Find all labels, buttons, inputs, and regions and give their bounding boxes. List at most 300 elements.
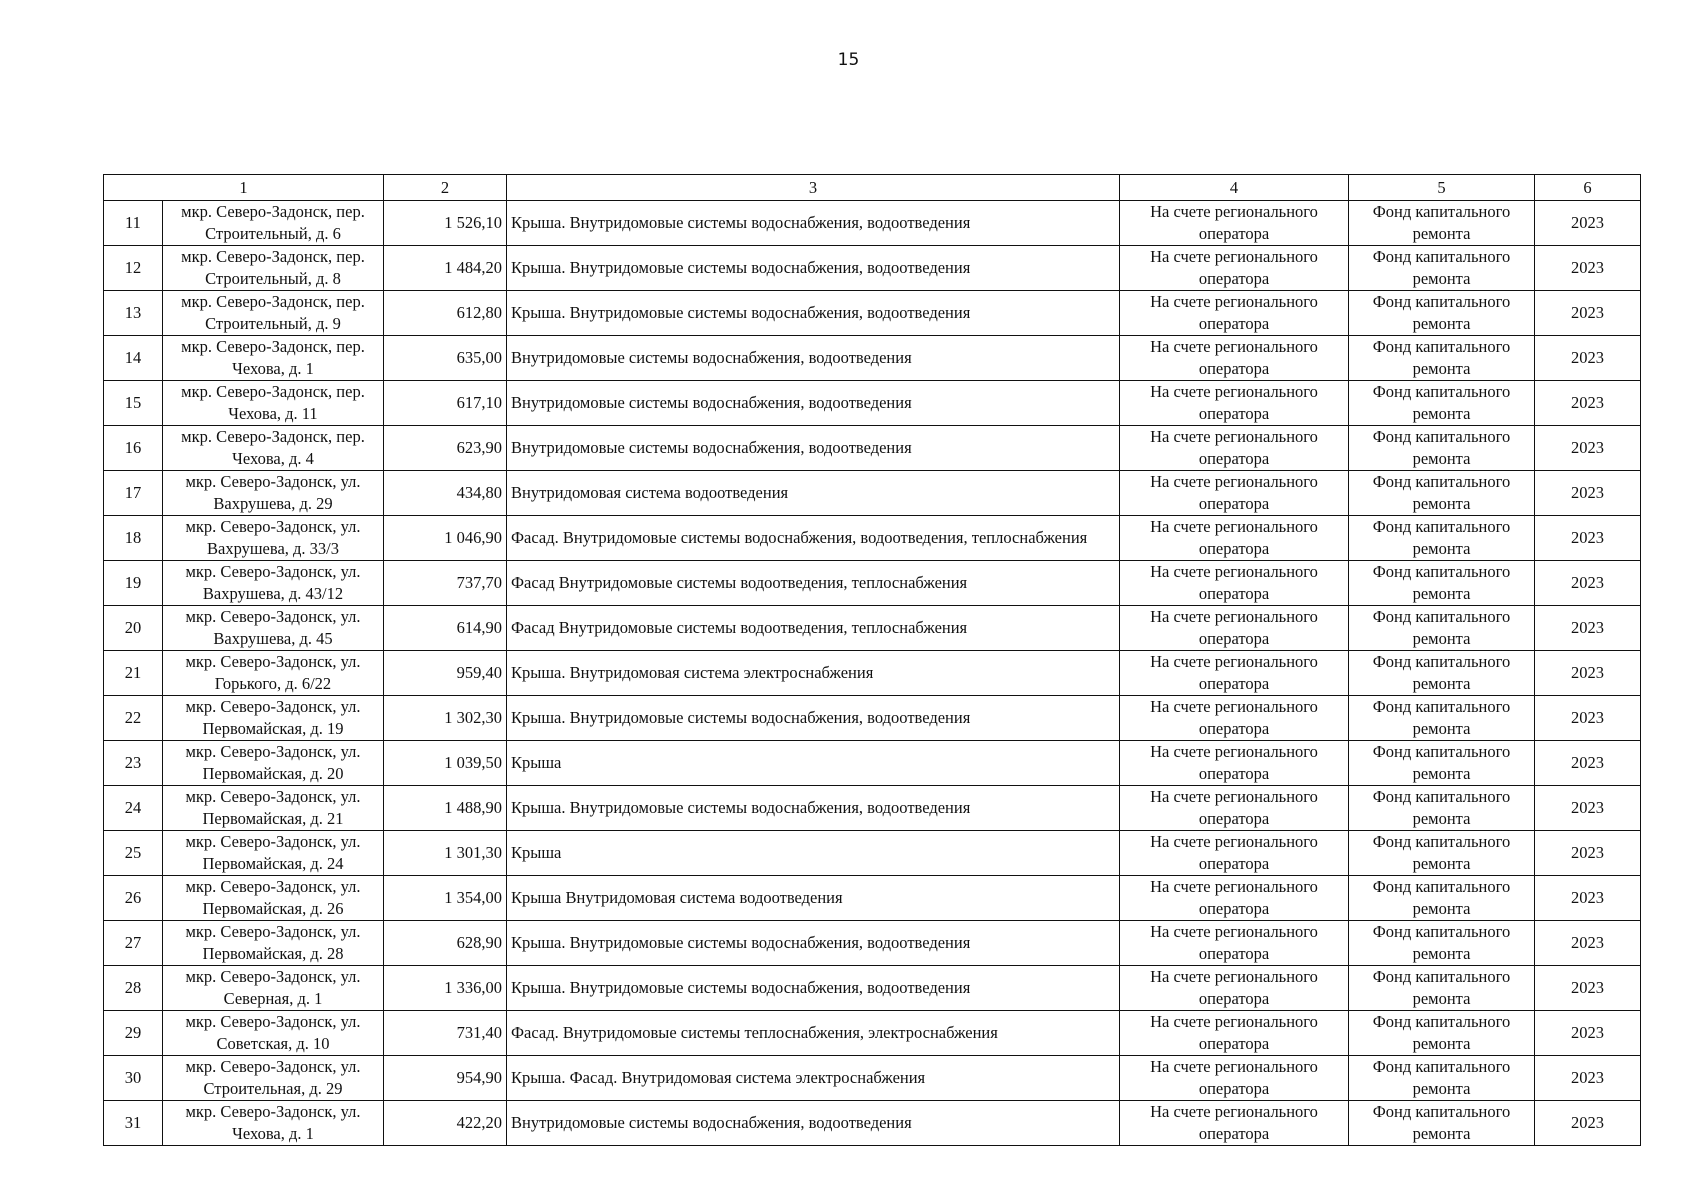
table-row [104,426,1641,471]
area-cell [384,561,507,606]
form-cell [1349,201,1535,246]
year-cell [1535,696,1641,741]
fund-cell [1120,201,1349,246]
fund-line-2: оператора [1198,719,1270,738]
fund-line-2: оператора [1198,809,1270,828]
table-row [104,381,1641,426]
form-cell [1349,471,1535,516]
works-text: Внутридомовые системы водоснабжения, водоотведения [511,393,912,412]
row-number: 18 [124,528,142,547]
table-row [104,651,1641,696]
table-row [104,1101,1641,1146]
address-line-1: мкр. Северо-Задонск, пер. [181,247,365,266]
table-header [104,175,1641,201]
year-cell [1535,336,1641,381]
form-cell [1349,651,1535,696]
address-cell [163,561,384,606]
row-number: 12 [124,258,142,277]
year-cell [1535,1011,1641,1056]
address-cell [163,336,384,381]
area-cell [384,786,507,831]
fund-cell [1120,516,1349,561]
works-text: Внутридомовые системы водоснабжения, водоотведения [511,348,912,367]
area-value: 1 526,10 [444,213,502,232]
year-cell [1535,381,1641,426]
form-cell [1349,1011,1535,1056]
table-row [104,471,1641,516]
area-value: 623,90 [456,438,502,457]
address-cell [163,831,384,876]
address-line-1: мкр. Северо-Задонск, ул. [185,697,361,716]
row-number: 14 [124,348,142,367]
area-value: 1 302,30 [444,708,502,727]
fund-cell [1120,786,1349,831]
row-number: 19 [124,573,142,592]
row-number-cell [104,201,163,246]
fund-cell [1120,606,1349,651]
form-line-2: ремонта [1412,629,1471,648]
year-value: 2023 [1571,303,1604,322]
form-line-1: Фонд капитального [1372,382,1511,401]
row-number: 16 [124,438,142,457]
works-text: Крыша. Фасад. Внутридомовая система электроснабжения [511,1068,926,1087]
row-number-cell [104,561,163,606]
works-text: Крыша. Внутридомовые системы водоснабжения, водоотведения [511,933,971,952]
fund-line-1: На счете регионального [1150,1102,1318,1121]
works-cell [507,336,1120,381]
works-cell [507,1011,1120,1056]
form-line-1: Фонд капитального [1372,832,1511,851]
area-value: 1 354,00 [444,888,502,907]
area-cell [384,966,507,1011]
area-value: 1 301,30 [444,843,502,862]
row-number-cell [104,1056,163,1101]
fund-line-1: На счете регионального [1150,922,1318,941]
address-line-2: Первомайская, д. 21 [202,809,344,828]
table-row [104,786,1641,831]
works-cell [507,786,1120,831]
fund-line-2: оператора [1198,629,1270,648]
area-cell [384,651,507,696]
row-number-cell [104,516,163,561]
address-cell [163,696,384,741]
address-line-2: Строительный, д. 8 [205,269,341,288]
form-cell [1349,786,1535,831]
form-line-2: ремонта [1412,809,1471,828]
row-number: 30 [124,1068,142,1087]
area-value: 635,00 [456,348,502,367]
fund-cell [1120,651,1349,696]
address-cell [163,1056,384,1101]
year-value: 2023 [1571,798,1604,817]
fund-line-2: оператора [1198,1079,1270,1098]
fund-cell [1120,741,1349,786]
row-number: 21 [124,663,142,682]
year-cell [1535,516,1641,561]
table-row [104,606,1641,651]
form-line-2: ремонта [1412,674,1471,693]
form-cell [1349,741,1535,786]
table-row [104,696,1641,741]
address-line-2: Горького, д. 6/22 [214,674,332,693]
year-cell [1535,606,1641,651]
address-line-2: Первомайская, д. 24 [202,854,344,873]
year-cell [1535,651,1641,696]
form-cell [1349,426,1535,471]
form-line-1: Фонд капитального [1372,1012,1511,1031]
row-number-cell [104,921,163,966]
fund-cell [1120,561,1349,606]
address-line-1: мкр. Северо-Задонск, ул. [185,967,361,986]
form-line-1: Фонд капитального [1372,697,1511,716]
fund-line-2: оператора [1198,314,1270,333]
works-cell [507,876,1120,921]
year-cell [1535,966,1641,1011]
form-line-2: ремонта [1412,1034,1471,1053]
area-value: 1 046,90 [444,528,502,547]
fund-line-2: оператора [1198,224,1270,243]
address-cell [163,1101,384,1146]
area-cell [384,246,507,291]
works-text: Внутридомовые системы водоснабжения, водоотведения [511,438,912,457]
row-number-cell [104,1011,163,1056]
works-text: Крыша. Внутридомовые системы водоснабжения, водоотведения [511,258,971,277]
form-line-1: Фонд капитального [1372,967,1511,986]
address-line-1: мкр. Северо-Задонск, ул. [185,1057,361,1076]
row-number-cell [104,696,163,741]
area-value: 1 484,20 [444,258,502,277]
area-cell [384,1056,507,1101]
works-cell [507,471,1120,516]
year-cell [1535,1101,1641,1146]
form-line-2: ремонта [1412,1079,1471,1098]
form-line-2: ремонта [1412,449,1471,468]
form-cell [1349,561,1535,606]
form-line-2: ремонта [1412,224,1471,243]
form-cell [1349,1056,1535,1101]
fund-cell [1120,696,1349,741]
row-number: 11 [125,213,141,232]
address-line-2: Чехова, д. 1 [232,1124,314,1143]
fund-cell [1120,921,1349,966]
area-cell [384,471,507,516]
works-text: Крыша Внутридомовая система водоотведения [511,888,843,907]
year-value: 2023 [1571,843,1604,862]
address-cell [163,426,384,471]
fund-cell [1120,246,1349,291]
form-cell [1349,291,1535,336]
form-cell [1349,966,1535,1011]
row-number-cell [104,831,163,876]
area-value: 617,10 [456,393,502,412]
area-cell [384,741,507,786]
form-cell [1349,921,1535,966]
table-row [104,201,1641,246]
works-text: Крыша. Внутридомовые системы водоснабжения, водоотведения [511,978,971,997]
form-cell [1349,876,1535,921]
fund-line-2: оператора [1198,944,1270,963]
fund-line-1: На счете регионального [1150,247,1318,266]
fund-cell [1120,291,1349,336]
area-value: 959,40 [456,663,502,682]
year-value: 2023 [1571,483,1604,502]
row-number: 13 [124,303,142,322]
address-cell [163,741,384,786]
row-number: 31 [124,1113,142,1132]
form-line-1: Фонд капитального [1372,607,1511,626]
table-row [104,561,1641,606]
row-number: 26 [124,888,142,907]
year-cell [1535,426,1641,471]
fund-cell [1120,1101,1349,1146]
works-cell [507,1056,1120,1101]
form-line-2: ремонта [1412,989,1471,1008]
form-line-2: ремонта [1412,269,1471,288]
row-number: 28 [124,978,142,997]
year-cell [1535,471,1641,516]
works-cell [507,966,1120,1011]
fund-line-1: На счете регионального [1150,517,1318,536]
address-line-1: мкр. Северо-Задонск, пер. [181,202,365,221]
row-number: 20 [124,618,142,637]
form-line-1: Фонд капитального [1372,247,1511,266]
table-row [104,876,1641,921]
address-cell [163,876,384,921]
address-line-2: Строительный, д. 9 [205,314,341,333]
area-value: 1 336,00 [444,978,502,997]
fund-line-2: оператора [1198,1034,1270,1053]
works-text: Фасад. Внутридомовые системы теплоснабжения, электроснабжения [511,1023,998,1042]
row-number-cell [104,471,163,516]
address-line-2: Первомайская, д. 26 [202,899,344,918]
form-line-1: Фонд капитального [1372,427,1511,446]
fund-cell [1120,381,1349,426]
area-value: 434,80 [456,483,502,502]
address-line-1: мкр. Северо-Задонск, пер. [181,337,365,356]
header-col-3: 3 [507,175,1120,201]
works-cell [507,516,1120,561]
address-line-1: мкр. Северо-Задонск, ул. [185,787,361,806]
works-text: Крыша. Внутридомовые системы водоснабжения, водоотведения [511,213,971,232]
area-value: 612,80 [456,303,502,322]
year-cell [1535,246,1641,291]
form-line-2: ремонта [1412,719,1471,738]
fund-line-2: оператора [1198,494,1270,513]
row-number: 22 [124,708,142,727]
form-line-1: Фонд капитального [1372,202,1511,221]
header-col-4: 4 [1120,175,1349,201]
form-line-2: ремонта [1412,1124,1471,1143]
works-cell [507,381,1120,426]
address-line-1: мкр. Северо-Задонск, ул. [185,652,361,671]
header-col-6: 6 [1535,175,1641,201]
area-cell [384,921,507,966]
works-text: Крыша. Внутридомовые системы водоснабжения, водоотведения [511,303,971,322]
fund-line-2: оператора [1198,539,1270,558]
year-value: 2023 [1571,348,1604,367]
form-cell [1349,516,1535,561]
area-cell [384,876,507,921]
address-line-1: мкр. Северо-Задонск, пер. [181,382,365,401]
fund-line-1: На счете регионального [1150,832,1318,851]
fund-line-2: оператора [1198,269,1270,288]
form-line-2: ремонта [1412,494,1471,513]
works-cell [507,426,1120,471]
address-line-1: мкр. Северо-Задонск, ул. [185,922,361,941]
row-number-cell [104,246,163,291]
year-value: 2023 [1571,933,1604,952]
row-number-cell [104,876,163,921]
address-cell [163,291,384,336]
area-cell [384,426,507,471]
fund-line-2: оператора [1198,404,1270,423]
fund-cell [1120,876,1349,921]
year-value: 2023 [1571,258,1604,277]
area-cell [384,831,507,876]
form-cell [1349,246,1535,291]
year-value: 2023 [1571,663,1604,682]
address-cell [163,966,384,1011]
year-value: 2023 [1571,438,1604,457]
address-line-1: мкр. Северо-Задонск, ул. [185,472,361,491]
header-col-5: 5 [1349,175,1535,201]
form-line-2: ремонта [1412,899,1471,918]
form-cell [1349,336,1535,381]
row-number-cell [104,291,163,336]
address-cell [163,786,384,831]
fund-cell [1120,336,1349,381]
table-row [104,741,1641,786]
fund-line-1: На счете регионального [1150,607,1318,626]
address-line-1: мкр. Северо-Задонск, пер. [181,292,365,311]
row-number-cell [104,1101,163,1146]
row-number: 29 [124,1023,142,1042]
address-line-2: Вахрушева, д. 43/12 [202,584,344,603]
form-line-1: Фонд капитального [1372,877,1511,896]
year-cell [1535,876,1641,921]
fund-line-2: оператора [1198,899,1270,918]
area-value: 731,40 [456,1023,502,1042]
year-cell [1535,201,1641,246]
fund-line-2: оператора [1198,584,1270,603]
works-text: Крыша [511,843,562,862]
area-value: 628,90 [456,933,502,952]
table-row [104,831,1641,876]
form-cell [1349,381,1535,426]
row-number-cell [104,651,163,696]
form-line-1: Фонд капитального [1372,1102,1511,1121]
year-value: 2023 [1571,753,1604,772]
row-number-cell [104,966,163,1011]
address-line-1: мкр. Северо-Задонск, пер. [181,427,365,446]
works-cell [507,561,1120,606]
works-cell [507,831,1120,876]
row-number-cell [104,381,163,426]
form-line-1: Фонд капитального [1372,517,1511,536]
fund-line-1: На счете регионального [1150,787,1318,806]
address-line-2: Вахрушева, д. 29 [213,494,333,513]
table-row [104,336,1641,381]
year-value: 2023 [1571,618,1604,637]
works-cell [507,291,1120,336]
table-row [104,966,1641,1011]
form-line-1: Фонд капитального [1372,787,1511,806]
area-cell [384,516,507,561]
year-value: 2023 [1571,1068,1604,1087]
address-line-2: Первомайская, д. 28 [202,944,344,963]
area-cell [384,336,507,381]
row-number-cell [104,741,163,786]
works-cell [507,1101,1120,1146]
works-cell [507,651,1120,696]
year-value: 2023 [1571,1023,1604,1042]
form-cell [1349,831,1535,876]
row-number: 27 [124,933,142,952]
area-value: 737,70 [456,573,502,592]
row-number: 23 [124,753,142,772]
fund-line-2: оператора [1198,989,1270,1008]
fund-line-1: На счете регионального [1150,967,1318,986]
area-value: 1 488,90 [444,798,502,817]
fund-line-2: оператора [1198,854,1270,873]
row-number: 25 [124,843,142,862]
address-cell [163,381,384,426]
area-cell [384,1011,507,1056]
table-body [104,201,1641,1146]
header-row [104,175,1641,201]
year-cell [1535,741,1641,786]
works-cell [507,921,1120,966]
address-cell [163,246,384,291]
address-line-1: мкр. Северо-Задонск, ул. [185,1012,361,1031]
form-line-2: ремонта [1412,539,1471,558]
area-cell [384,291,507,336]
area-value: 954,90 [456,1068,502,1087]
address-line-2: Вахрушева, д. 45 [213,629,333,648]
form-line-1: Фонд капитального [1372,472,1511,491]
table-row [104,1056,1641,1101]
year-cell [1535,786,1641,831]
address-line-1: мкр. Северо-Задонск, ул. [185,877,361,896]
fund-line-1: На счете регионального [1150,337,1318,356]
form-line-2: ремонта [1412,764,1471,783]
works-text: Фасад Внутридомовые системы водоотведения, теплоснабжения [511,618,968,637]
form-cell [1349,606,1535,651]
address-cell [163,921,384,966]
form-line-1: Фонд капитального [1372,337,1511,356]
row-number-cell [104,336,163,381]
year-value: 2023 [1571,213,1604,232]
form-line-2: ремонта [1412,404,1471,423]
header-col-2: 2 [384,175,507,201]
fund-line-1: На счете регионального [1150,292,1318,311]
address-line-2: Строительная, д. 29 [203,1079,343,1098]
address-line-2: Чехова, д. 11 [228,404,318,423]
form-line-2: ремонта [1412,854,1471,873]
works-cell [507,696,1120,741]
year-value: 2023 [1571,888,1604,907]
area-cell [384,1101,507,1146]
year-value: 2023 [1571,978,1604,997]
works-text: Внутридомовая система водоотведения [511,483,789,502]
year-value: 2023 [1571,393,1604,412]
fund-line-1: На счете регионального [1150,427,1318,446]
row-number-cell [104,426,163,471]
fund-line-2: оператора [1198,449,1270,468]
table-row [104,921,1641,966]
works-cell [507,201,1120,246]
capital-repair-table [103,174,1641,1146]
